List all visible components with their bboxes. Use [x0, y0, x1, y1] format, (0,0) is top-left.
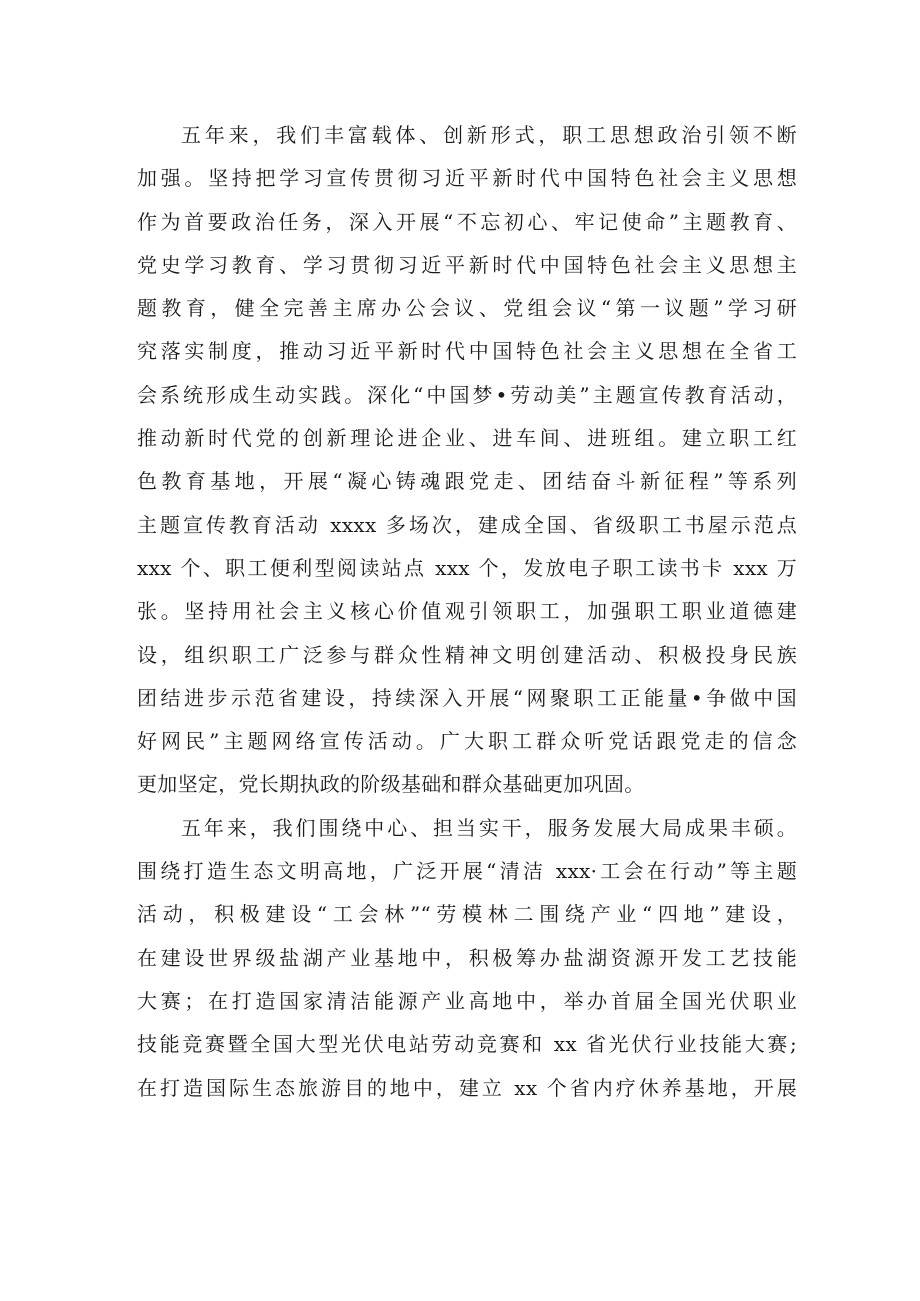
text-line: 党史学习教育、学习贯彻习近平新时代中国特色社会主义思想主	[137, 252, 797, 277]
text-line: 主题宣传教育活动 xxxx 多场次，建成全国、省级职工书屋示范点	[137, 512, 797, 537]
text-line: 团结进步示范省建设，持续深入开展“网聚职工正能量•争做中国	[137, 685, 797, 710]
text-line: 设，组织职工广泛参与群众性精神文明创建活动、积极投身民族	[137, 642, 797, 667]
text-line: 题教育，健全完善主席办公会议、党组会议“第一议题”学习研	[137, 296, 797, 321]
text-line: 五年来，我们围绕中心、担当实干，服务发展大局成果丰硕。	[181, 815, 797, 840]
text-line: 围绕打造生态文明高地，广泛开展“清洁 xxx·工会在行动”等主题	[137, 859, 797, 884]
text-line: 究落实制度，推动习近平新时代中国特色社会主义思想在全省工	[137, 339, 797, 364]
paragraph-serving-development	[137, 807, 797, 1110]
text-line: 推动新时代党的创新理论进企业、进车间、进班组。建立职工红	[137, 426, 797, 451]
text-line: 色教育基地，开展“凝心铸魂跟党走、团结奋斗新征程”等系列	[137, 469, 797, 494]
text-line: 活动，积极建设“工会林”“劳模林二围绕产业“四地”建设，	[137, 902, 797, 927]
text-line: 加强。坚持把学习宣传贯彻习近平新时代中国特色社会主义思想	[137, 166, 797, 191]
text-line: 作为首要政治任务，深入开展“不忘初心、牢记使命”主题教育、	[137, 209, 797, 234]
text-line: 会系统形成生动实践。深化“中国梦•劳动美”主题宣传教育活动，	[137, 382, 797, 407]
document-body	[137, 114, 797, 1110]
text-line: 五年来，我们丰富载体、创新形式，职工思想政治引领不断	[181, 123, 797, 147]
text-line: 好网民”主题网络宣传活动。广大职工群众听党话跟党走的信念	[137, 729, 797, 754]
text-line: 更加坚定，党长期执政的阶级基础和群众基础更加巩固。	[137, 772, 645, 797]
text-line: xxx 个、职工便利型阅读站点 xxx 个，发放电子职工读书卡 xxx 万	[137, 555, 797, 580]
text-line: 技能竞赛暨全国大型光伏电站劳动竞赛和 xx 省光伏行业技能大赛;	[137, 1032, 797, 1057]
paragraph-ideological-guidance	[137, 114, 797, 807]
text-line: 大赛；在打造国家清洁能源产业高地中，举办首届全国光伏职业	[137, 988, 797, 1013]
text-line: 张。坚持用社会主义核心价值观引领职工，加强职工职业道德建	[137, 599, 797, 624]
text-line: 在建设世界级盐湖产业基地中，积极筹办盐湖资源开发工艺技能	[137, 945, 797, 970]
text-line: 在打造国际生态旅游目的地中，建立 xx 个省内疗休养基地，开展	[137, 1075, 797, 1100]
